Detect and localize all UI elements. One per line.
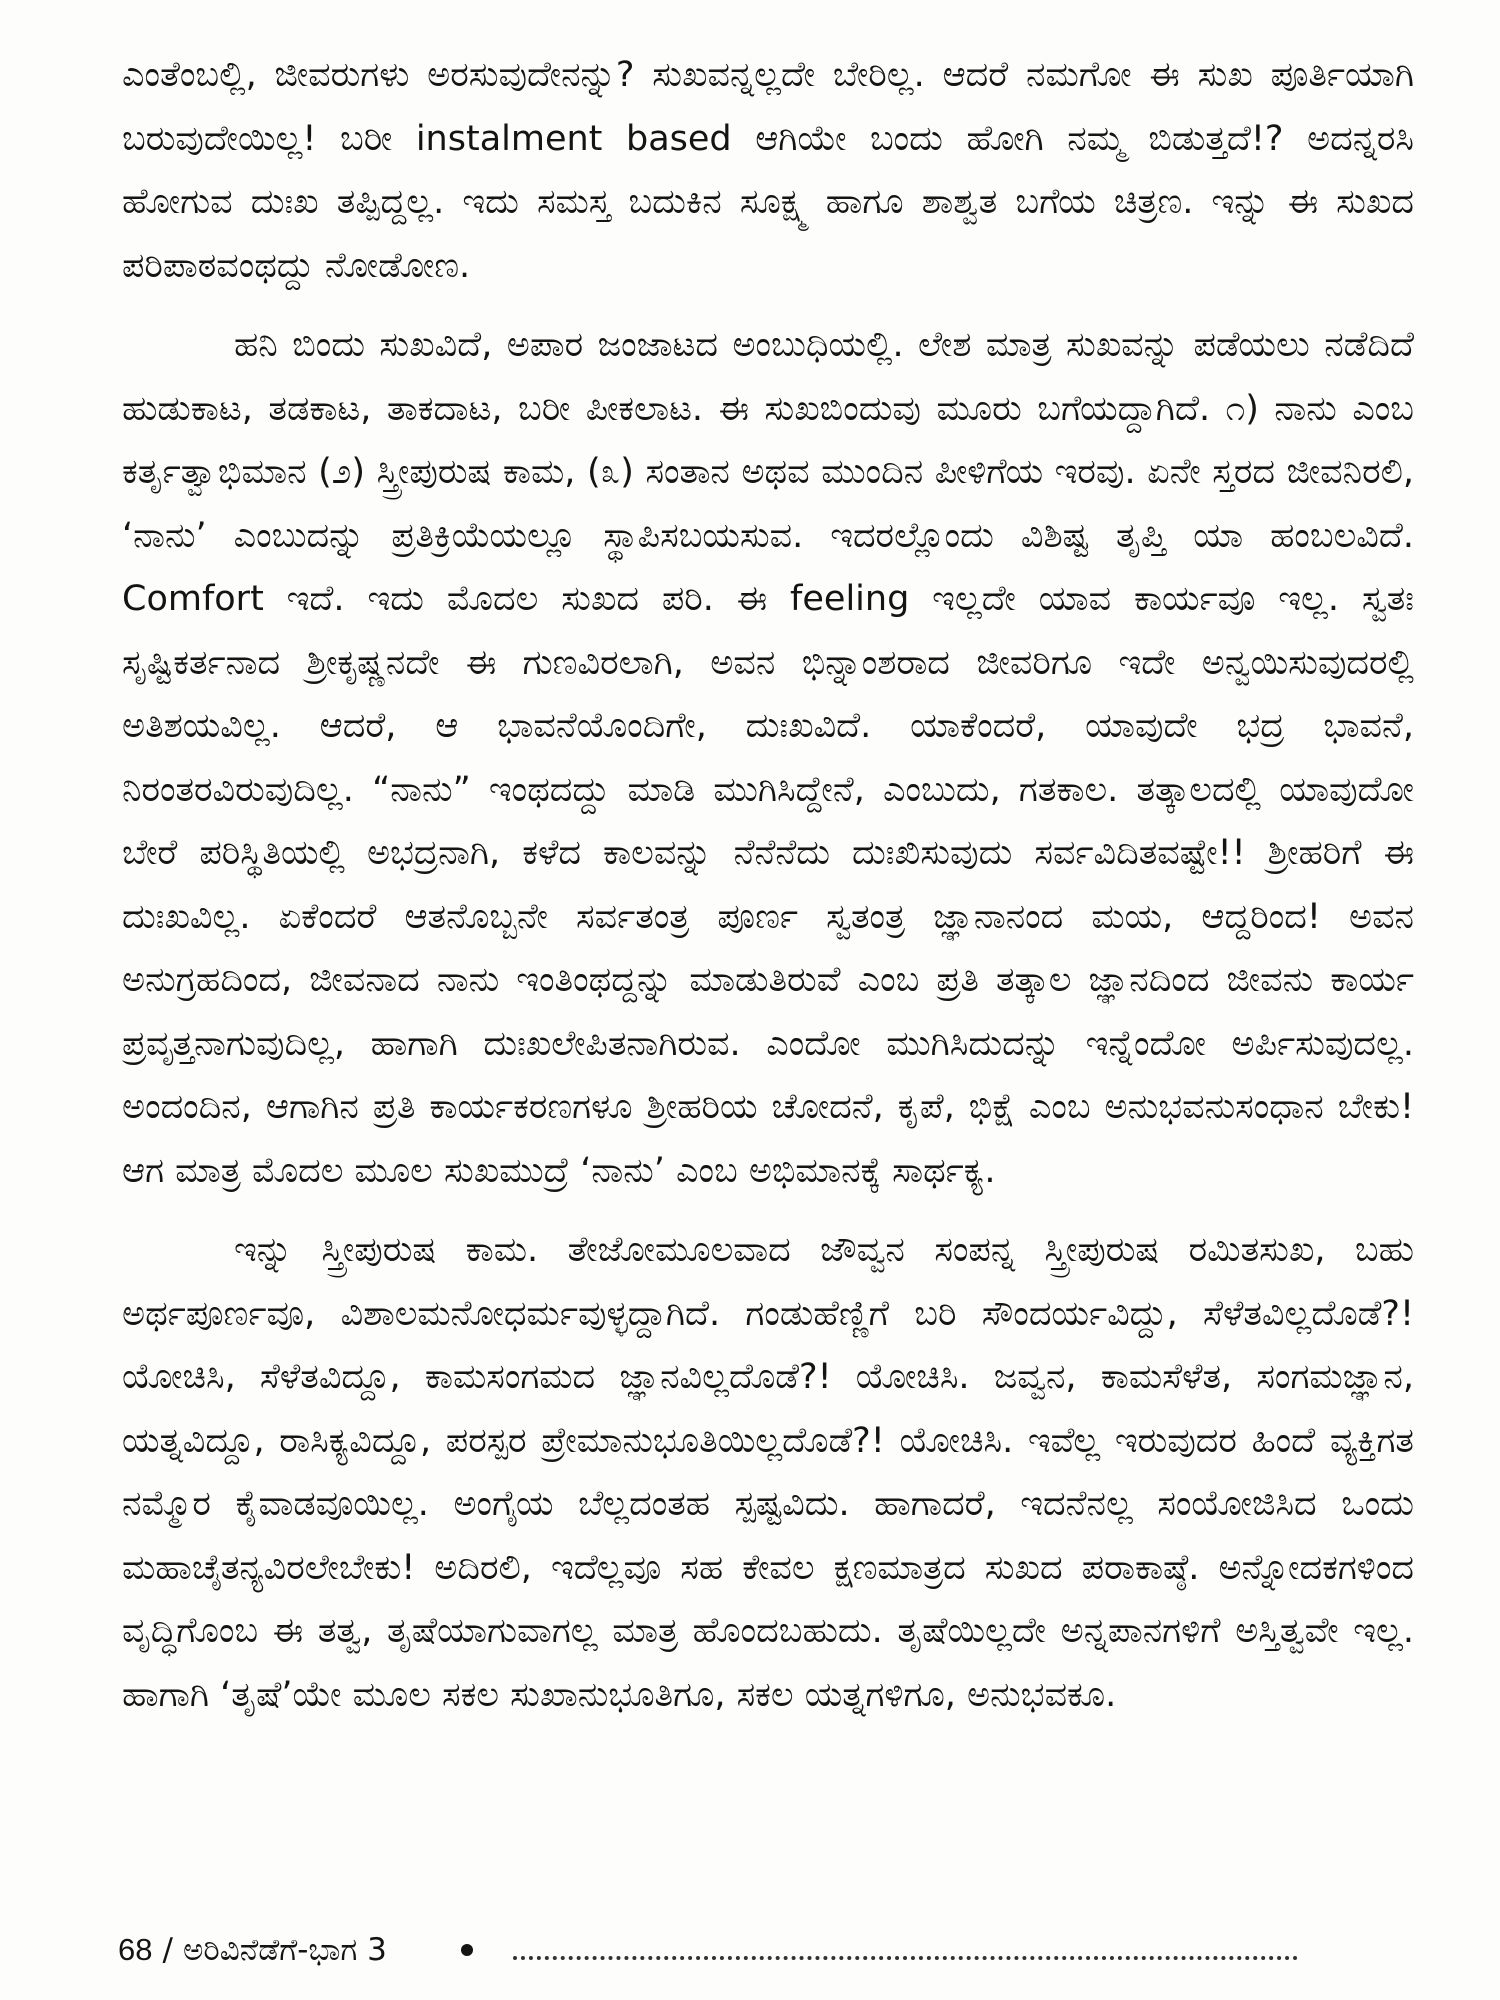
body-text	[122, 44, 1414, 1727]
bullet-dot	[461, 1944, 473, 1956]
page-number: 68	[118, 1932, 153, 1967]
paragraph-sukha-bindu: ಹನಿ ಬಿಂದು ಸುಖವಿದೆ, ಅಪಾರ ಜಂಜಾಟದ ಅಂಬುಧಿಯಲ್ಲಿ. ಲೇಶ ಮಾತ್ರ ಸುಖವನ್ನು ಪಡೆಯಲು ನಡೆದಿದೆ ಹುಡುಕಾಟ, ತಡಕಾಟ, ತಾಕದಾಟ, ಬರೀ ಪೀಕಲಾಟ. ಈ ಸುಖಬಿಂದುವು ಮೂರು ಬಗೆಯದ್ದಾಗಿದೆ. ೧) ನಾನು ಎಂಬ ಕರ್ತೃತ್ವಾಭಿಮಾನ (೨) ಸ್ತ್ರೀಪುರುಷ ಕಾಮ, (೩) ಸಂತಾನ ಅಥವ ಮುಂದಿನ ಪೀಳಿಗೆಯ ಇರವು. ಏನೇ ಸ್ತರದ ಜೀವನಿರಲಿ, ‘ನಾನು’ ಎಂಬುದನ್ನು ಪ್ರತಿಕ್ರಿಯೆಯಲ್ಲೂ ಸ್ಥಾಪಿಸಬಯಸುವ. ಇದರಲ್ಲೊಂದು ವಿಶಿಷ್ಟ ತೃಪ್ತಿ ಯಾ ಹಂಬಲವಿದೆ. Comfort ಇದೆ. ಇದು ಮೊದಲ ಸುಖದ ಪರಿ. ಈ feeling ಇಲ್ಲದೇ ಯಾವ ಕಾರ್ಯವೂ ಇಲ್ಲ. ಸ್ವತಃ ಸೃಷ್ಟಿಕರ್ತನಾದ ಶ್ರೀಕೃಷ್ಣನದೇ ಈ ಗುಣವಿರಲಾಗಿ, ಅವನ ಭಿನ್ನಾಂಶರಾದ ಜೀವರಿಗೂ ಇದೇ ಅನ್ವಯಿಸುವುದರಲ್ಲಿ ಅತಿಶಯವಿಲ್ಲ. ಆದರೆ, ಆ ಭಾವನೆಯೊಂದಿಗೇ, ದುಃಖವಿದೆ. ಯಾಕೆಂದರೆ, ಯಾವುದೇ ಭದ್ರ ಭಾವನೆ, ನಿರಂತರವಿರುವುದಿಲ್ಲ. “ನಾನು” ಇಂಥದದ್ದು ಮಾಡಿ ಮುಗಿಸಿದ್ದೇನೆ, ಎಂಬುದು, ಗತಕಾಲ. ತತ್ಕಾಲದಲ್ಲಿ ಯಾವುದೋ ಬೇರೆ ಪರಿಸ್ಥಿತಿಯಲ್ಲಿ ಅಭದ್ರನಾಗಿ, ಕಳೆದ ಕಾಲವನ್ನು ನೆನೆನೆದು ದುಃಖಿಸುವುದು ಸರ್ವವಿದಿತವಷ್ಟೇ!! ಶ್ರೀಹರಿಗೆ ಈ ದುಃಖವಿಲ್ಲ. ಏಕೆಂದರೆ ಆತನೊಬ್ಬನೇ ಸರ್ವತಂತ್ರ ಪೂರ್ಣ ಸ್ವತಂತ್ರ ಜ್ಞಾನಾನಂದ ಮಯ, ಆದ್ದರಿಂದ! ಅವನ ಅನುಗ್ರಹದಿಂದ, ಜೀವನಾದ ನಾನು ಇಂತಿಂಥದ್ದನ್ನು ಮಾಡುತಿರುವೆ ಎಂಬ ಪ್ರತಿ ತತ್ಕಾಲ ಜ್ಞಾನದಿಂದ ಜೀವನು ಕಾರ್ಯ ಪ್ರವೃತ್ತನಾಗುವುದಿಲ್ಲ, ಹಾಗಾಗಿ ದುಃಖಲೇಪಿತನಾಗಿರುವ. ಎಂದೋ ಮುಗಿಸಿದುದನ್ನು ಇನ್ನೆಂದೋ ಅರ್ಪಿಸುವುದಲ್ಲ. ಅಂದಂದಿನ, ಆಗಾಗಿನ ಪ್ರತಿ ಕಾರ್ಯಕರಣಗಳೂ ಶ್ರೀಹರಿಯ ಚೋದನೆ, ಕೃಪೆ, ಭಿಕ್ಷೆ ಎಂಬ ಅನುಭವನುಸಂಧಾನ ಬೇಕು! ಆಗ ಮಾತ್ರ ಮೊದಲ ಮೂಲ ಸುಖಮುದ್ರೆ ‘ನಾನು’ ಎಂಬ ಅಭಿಮಾನಕ್ಕೆ ಸಾರ್ಥಕ್ಯ.	[122, 325, 1414, 1191]
dotted-rule	[513, 1956, 1298, 1960]
paragraph-continued: ಎಂತೆಂಬಲ್ಲಿ, ಜೀವರುಗಳು ಅರಸುವುದೇನನ್ನು? ಸುಖವನ್ನಲ್ಲದೇ ಬೇರಿಲ್ಲ. ಆದರೆ ನಮಗೋ ಈ ಸುಖ ಪೂರ್ತಿಯಾಗಿ ಬರುವುದೇಯಿಲ್ಲ! ಬರೀ instalment based ಆಗಿಯೇ ಬಂದು ಹೋಗಿ ನಮ್ಮ ಬಿಡುತ್ತದೆ!? ಅದನ್ನರಸಿ ಹೋಗುವ ದುಃಖ ತಪ್ಪಿದ್ದಲ್ಲ. ಇದು ಸಮಸ್ತ ಬದುಕಿನ ಸೂಕ್ಷ್ಮ ಹಾಗೂ ಶಾಶ್ವತ ಬಗೆಯ ಚಿತ್ರಣ. ಇನ್ನು ಈ ಸುಖದ ಪರಿಪಾಠವಂಥದ್ದು ನೋಡೋಣ.	[122, 55, 1414, 286]
footer-separator: /	[162, 1932, 173, 1968]
page-footer	[118, 1928, 1298, 1972]
paragraph-stree-purusha-kama: ಇನ್ನು ಸ್ತ್ರೀಪುರುಷ ಕಾಮ. ತೇಜೋಮೂಲವಾದ ಜೌವ್ವನ ಸಂಪನ್ನ ಸ್ತ್ರೀಪುರುಷ ರಮಿತಸುಖ, ಬಹು ಅರ್ಥಪೂರ್ಣವೂ, ವಿಶಾಲಮನೋಧರ್ಮವುಳ್ಳದ್ದಾಗಿದೆ. ಗಂಡುಹೆಣ್ಣಿಗೆ ಬರಿ ಸೌಂದರ್ಯವಿದ್ದು, ಸೆಳೆತವಿಲ್ಲದೊಡೆ?! ಯೋಚಿಸಿ, ಸೆಳೆತವಿದ್ದೂ, ಕಾಮಸಂಗಮದ ಜ್ಞಾನವಿಲ್ಲದೊಡೆ?! ಯೋಚಿಸಿ. ಜವ್ವನ, ಕಾಮಸೆಳೆತ, ಸಂಗಮಜ್ಞಾನ, ಯತ್ನವಿದ್ದೂ, ರಾಸಿಕ್ಯವಿದ್ದೂ, ಪರಸ್ಪರ ಪ್ರೇಮಾನುಭೂತಿಯಿಲ್ಲದೊಡೆ?! ಯೋಚಿಸಿ. ಇವೆಲ್ಲ ಇರುವುದರ ಹಿಂದೆ ವ್ಯಕ್ತಿಗತ ನಮ್ಮೊರ ಕೈವಾಡವೂಯಿಲ್ಲ. ಅಂಗೈಯ ಬೆಲ್ಲದಂತಹ ಸ್ಪಷ್ಟವಿದು. ಹಾಗಾದರೆ, ಇದನೆನಲ್ಲ ಸಂಯೋಜಿಸಿದ ಒಂದು ಮಹಾಚೈತನ್ಯವಿರಲೇಬೇಕು! ಅದಿರಲಿ, ಇದೆಲ್ಲವೂ ಸಹ ಕೇವಲ ಕ್ಷಣಮಾತ್ರದ ಸುಖದ ಪರಾಕಾಷ್ಠೆ. ಅನ್ನೋದಕಗಳಿಂದ ವೃದ್ಧಿಗೊಂಬ ಈ ತತ್ವ, ತೃಷೆಯಾಗುವಾಗಲ್ಲ ಮಾತ್ರ ಹೊಂದಬಹುದು. ತೃಷೆಯಿಲ್ಲದೇ ಅನ್ನಪಾನಗಳಿಗೆ ಅಸ್ತಿತ್ವವೇ ಇಲ್ಲ. ಹಾಗಾಗಿ ‘ತೃಷೆ’ಯೇ ಮೂಲ ಸಕಲ ಸುಖಾನುಭೂತಿಗೂ, ಸಕಲ ಯತ್ನಗಳಿಗೂ, ಅನುಭವಕೂ.	[122, 1230, 1414, 1715]
book-title: ಅರಿವಿನೆಡೆಗೆ-ಭಾಗ 3	[182, 1931, 387, 1968]
